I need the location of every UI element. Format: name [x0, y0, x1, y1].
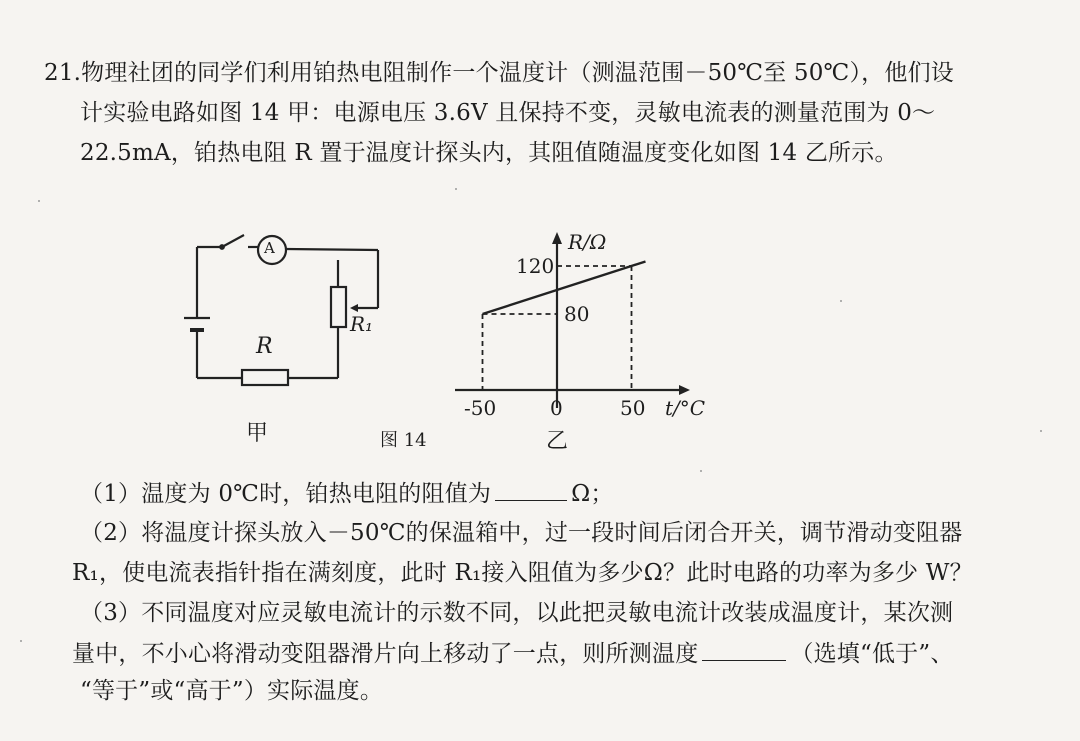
y-tick-120: 120: [516, 254, 555, 278]
part-3-line-3: “等于”或“高于”）实际温度。: [80, 678, 384, 704]
y-tick-80: 80: [564, 302, 590, 326]
circuit-label-jia: 甲: [246, 421, 269, 446]
resistor-r: [242, 370, 288, 385]
y-axis-arrow: [552, 232, 562, 244]
slider-arrow: [350, 304, 358, 312]
part-3-options: （选填“低于”、: [790, 641, 954, 667]
stem-line-3: 22.5mA，铂热电阻 R 置于温度计探头内，其阻值随温度变化如图 14 乙所示。: [80, 140, 898, 166]
resistor-r-label: R: [256, 334, 273, 359]
part-1-text: （1）温度为 0℃时，铂热电阻的阻值为: [80, 481, 492, 507]
wire-top-right: [286, 249, 378, 250]
stem-line-2: 计实验电路如图 14 甲：电源电压 3.6V 且保持不变，灵敏电流表的测量范围为 0～: [80, 100, 936, 126]
figure-caption: 图 14: [380, 430, 427, 451]
part-1-unit: Ω；: [571, 481, 614, 507]
stem-line-1: 21.物理社团的同学们利用铂热电阻制作一个温度计（测温范围－50℃至 50℃），他们设: [44, 60, 954, 86]
answer-blank-3[interactable]: [702, 638, 786, 661]
x-tick-50: 50: [620, 396, 646, 420]
x-tick-0: 0: [550, 396, 563, 420]
circuit-diagram: [184, 235, 378, 385]
x-tick-neg50: -50: [464, 396, 497, 420]
part-3-line-1: （3）不同温度对应灵敏电流计的示数不同，以此把灵敏电流计改装成温度计，某次测: [80, 600, 954, 626]
answer-blank-1[interactable]: [495, 478, 567, 501]
part-3-line-2: [72, 638, 954, 669]
ammeter-label: A: [264, 239, 275, 257]
rheostat-body: [331, 287, 346, 327]
part-2-line-2: R₁，使电流表指针指在满刻度，此时 R₁接入阻值为多少Ω？此时电路的功率为多少 W？: [72, 560, 973, 586]
graph-label-yi: 乙: [546, 429, 569, 454]
part-2-line-1: （2）将温度计探头放入－50℃的保温箱中，过一段时间后闭合开关，调节滑动变阻器: [80, 520, 963, 546]
y-axis-label: R/Ω: [568, 230, 607, 254]
x-axis-label: t/°C: [665, 396, 706, 420]
x-axis-arrow: [679, 385, 690, 395]
switch-blade: [222, 235, 244, 247]
rheostat-r1-label: R₁: [350, 312, 374, 336]
part-1: [80, 478, 614, 509]
part-3-text: 量中，不小心将滑动变阻器滑片向上移动了一点，则所测温度: [72, 641, 699, 667]
